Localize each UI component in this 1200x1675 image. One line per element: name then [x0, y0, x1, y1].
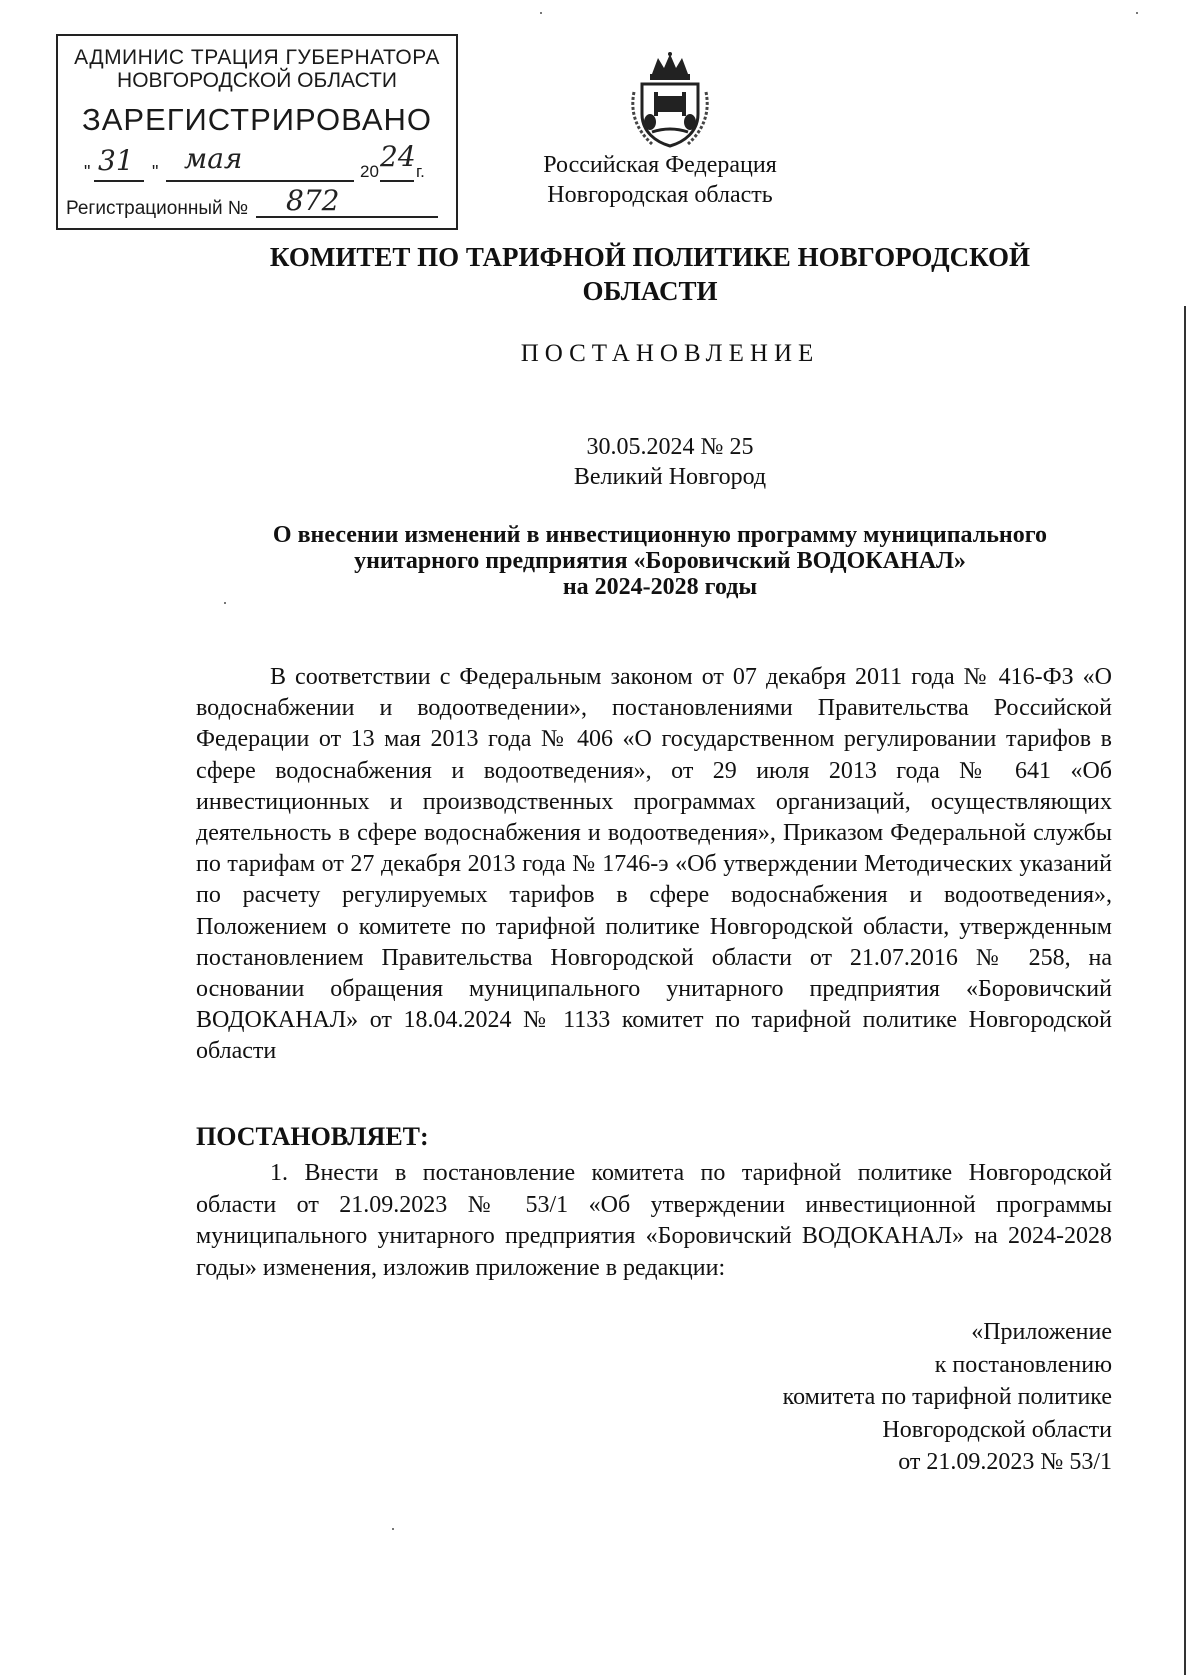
- date-number-block: [460, 432, 880, 492]
- scan-speck: [392, 1528, 394, 1530]
- stamp-year-prefix: 20: [360, 162, 379, 181]
- scan-margin-line: [1184, 306, 1186, 1675]
- stamp-year-unit: г.: [416, 162, 425, 181]
- stamp-status: ЗАРЕГИСТРИРОВАНО: [81, 102, 432, 137]
- stamp-day: 31: [98, 144, 134, 177]
- subject-line2: унитарного предприятия «Боровичский ВОДОКАНАЛ»: [354, 548, 966, 574]
- stamp-year-suffix: 24: [380, 140, 416, 173]
- country: Российская Федерация: [543, 152, 777, 178]
- header-country-region: [520, 150, 800, 210]
- stamp-month: мая: [184, 142, 243, 175]
- appendix-line4: Новгородской области: [882, 1416, 1112, 1443]
- appendix-line1: «Приложение: [971, 1319, 1112, 1345]
- registration-stamp: [56, 34, 458, 230]
- appendix-reference: [660, 1316, 1112, 1479]
- stamp-org-line1: АДМИНИС ТРАЦИЯ ГУБЕРНАТОРА: [74, 46, 440, 69]
- decides-heading: ПОСТАНОВЛЯЕТ:: [196, 1122, 429, 1151]
- scan-speck: [540, 12, 542, 14]
- preamble-paragraph: В соответствии с Федеральным законом от 07 декабря 2011 года № 416-ФЗ «О водоснабжении и водоотведении», постановлениями Правительства Российской Федерации от 13 мая 2013 года № 406 «О государственном регулировании тарифов в сфере водоснабжения и водоотведения», от 29 июля 2013 года № 641 «Об инвестиционных и производственных программах организаций, осуществляющих деятельность в сфере водоснабжения и водоотведения», Приказом Федеральной службы по тарифам от 27 декабря 2013 года № 1746-э «Об утверждении Методических указаний по расчету регулируемых тарифов в сфере водоснабжения и водоотведения», Положением о комитете по тарифной политике Новгородской области, утвержденным постановлением Правительства Новгородской области от 21.07.2016 № 258, на основании обращения муниципального унитарного предприятия «Боровичский ВОДОКАНАЛ» от 18.04.2024 № 1133 комитет по тарифной политике Новгородской области: [196, 664, 1112, 1065]
- region: Новгородская область: [547, 182, 773, 208]
- date-number: 30.05.2024 № 25: [586, 434, 754, 460]
- appendix-line3: комитета по тарифной политике: [782, 1384, 1112, 1410]
- scan-speck: [1136, 12, 1138, 14]
- subject-line1: О внесении изменений в инвестиционную программу муниципального: [272, 522, 1048, 548]
- stamp-date-row: " 31 " мая 20 24 г.: [84, 140, 425, 182]
- city: Великий Новгород: [573, 464, 767, 490]
- item-1-paragraph: 1. Внести в постановление комитета по тарифной политике Новгородской области от 21.09.2023 № 53/1 «Об утверждении инвестиционной программы муниципального унитарного предприятия «Боровичский ВОДОКАНАЛ» на 2024-2028 годы» изменения, изложив приложение в редакции:: [196, 1160, 1112, 1281]
- novgorod-coat-of-arms-icon: [628, 52, 712, 148]
- stamp-reg-label: Регистрационный №: [66, 198, 249, 219]
- subject-line3: на 2024-2028 годы: [562, 574, 758, 600]
- scan-speck: [224, 602, 226, 604]
- document-type: ПОСТАНОВЛЕНИЕ: [520, 340, 820, 367]
- committee-title: КОМИТЕТ ПО ТАРИФНОЙ ПОЛИТИКЕ НОВГОРОДСКОЙ ОБЛАСТИ: [269, 242, 1031, 306]
- appendix-line2: к постановлению: [934, 1351, 1112, 1378]
- stamp-org-line2: НОВГОРОДСКОЙ ОБЛАСТИ: [117, 69, 397, 92]
- appendix-line5: от 21.09.2023 № 53/1: [898, 1449, 1112, 1475]
- stamp-reg-number: 872: [286, 184, 340, 217]
- document-subject: [200, 522, 1120, 600]
